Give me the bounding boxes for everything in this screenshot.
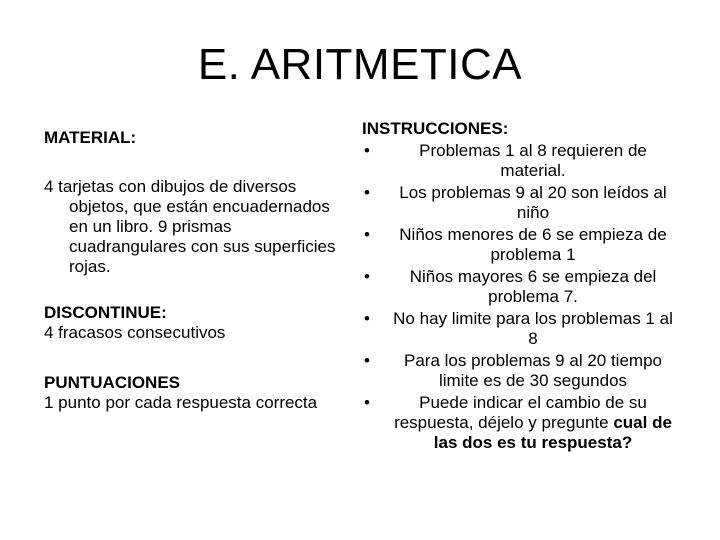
slide-title: E. ARITMETICA	[197, 40, 523, 89]
instruction-text-2: Los problemas 9 al 20 son leídos al niño	[399, 183, 667, 222]
instruction-item-1	[362, 141, 682, 181]
material-section	[44, 127, 344, 148]
instructions-section	[362, 118, 682, 453]
instruction-item-6	[362, 351, 682, 391]
instructions-list	[362, 141, 682, 453]
instruction-item-3	[362, 225, 682, 265]
discontinue-heading: DISCONTINUE:	[44, 303, 167, 322]
bullet-icon: •	[364, 141, 370, 160]
instruction-text-4: Niños mayores 6 se empieza del problema 7.	[409, 267, 657, 306]
instruction-text-7	[390, 393, 682, 453]
material-heading: MATERIAL:	[44, 128, 137, 147]
instruction-text-6: Para los problemas 9 al 20 tiempo limite es de 30 segundos	[404, 351, 662, 390]
bullet-icon: •	[364, 393, 370, 412]
instructions-heading: INSTRUCCIONES:	[362, 119, 509, 138]
instruction-item-4	[362, 267, 682, 307]
material-text: 4 tarjetas con dibujos de diversos objetos, que están encuadernados en un libro. 9 prismas cuadrangulares con sus superficies rojas.	[44, 177, 336, 276]
discontinue-text: 4 fracasos consecutivos	[44, 323, 226, 342]
bullet-icon: •	[364, 225, 370, 244]
puntuaciones-heading: PUNTUACIONES	[44, 373, 181, 392]
puntuaciones-section	[44, 372, 344, 413]
instruction-text-5: No hay limite para los problemas 1 al 8	[393, 309, 673, 348]
material-text-block	[44, 177, 349, 277]
instruction-item-7	[362, 393, 682, 453]
bullet-icon: •	[364, 351, 370, 370]
bullet-icon: •	[364, 309, 370, 328]
instruction-item-2	[362, 183, 682, 223]
puntuaciones-text: 1 punto por cada respuesta correcta	[44, 393, 318, 412]
bullet-icon: •	[364, 267, 370, 286]
discontinue-section	[44, 302, 344, 343]
instruction-text-1: Problemas 1 al 8 requieren de material.	[419, 141, 647, 180]
instruction-item-5	[362, 309, 682, 349]
instruction-text-7-plain: Puede indicar el cambio de su respuesta, déjelo y pregunte	[394, 393, 647, 432]
bullet-icon: •	[364, 183, 370, 202]
instruction-text-3: Niños menores de 6 se empieza de problema 1	[399, 225, 667, 264]
instruction-text-7-bold: cual de las dos es tu respuesta?	[433, 413, 672, 452]
